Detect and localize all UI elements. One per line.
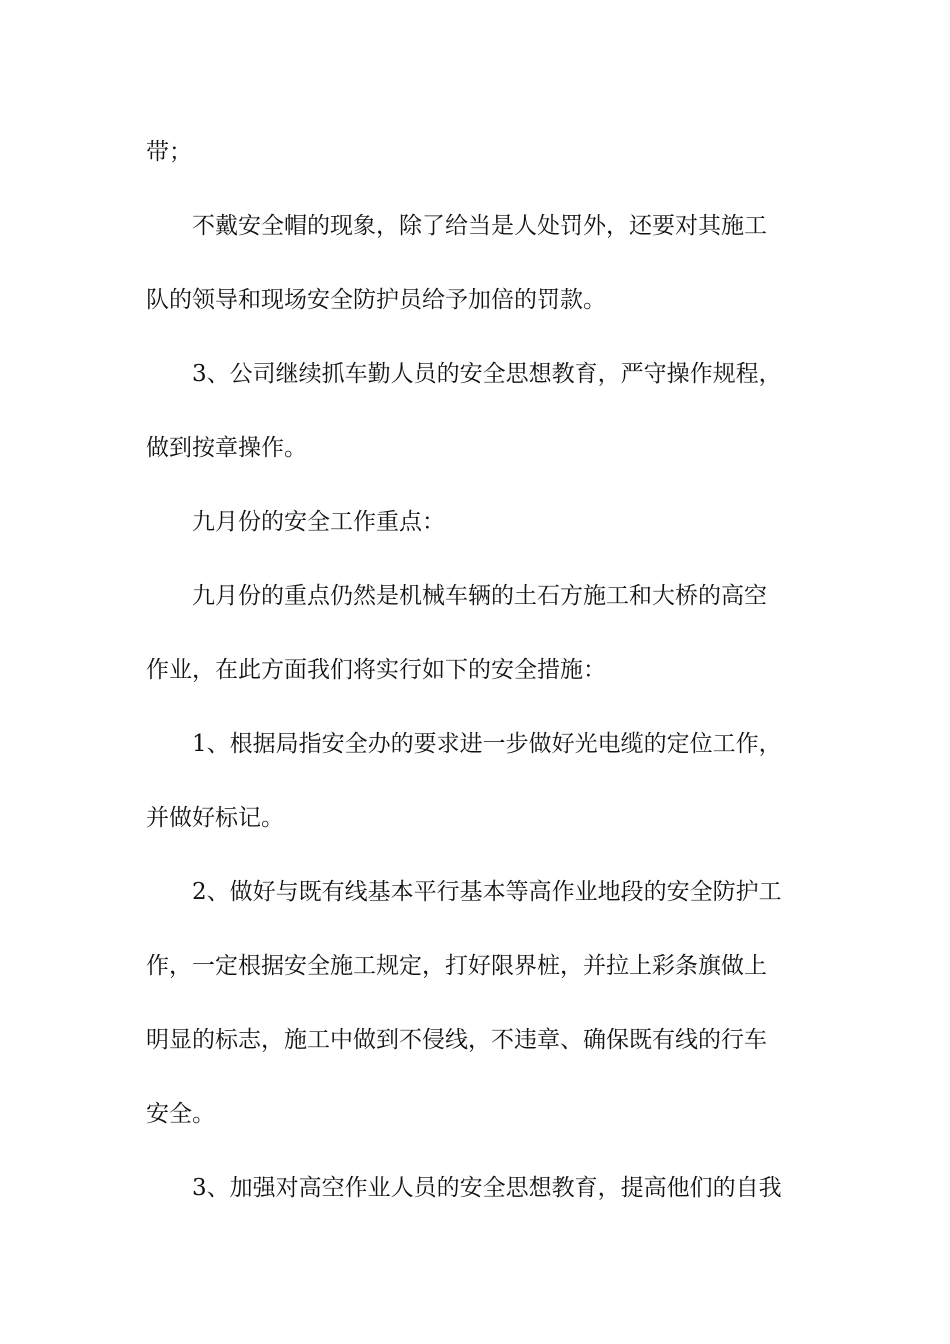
text-line: 做到按章操作。	[146, 435, 307, 461]
document-body	[146, 115, 806, 1225]
text-line: 带；	[146, 139, 192, 165]
text-line: 并做好标记。	[146, 805, 284, 831]
text-line: 作业，在此方面我们将实行如下的安全措施：	[146, 657, 606, 683]
text-line: 3、加强对高空作业人员的安全思想教育，提高他们的自我	[192, 1175, 782, 1201]
text-line: 安全。	[146, 1101, 215, 1127]
text-line: 队的领导和现场安全防护员给予加倍的罚款。	[146, 287, 606, 313]
section-heading: 九月份的安全工作重点：	[192, 509, 445, 535]
text-line: 2、做好与既有线基本平行基本等高作业地段的安全防护工	[192, 879, 782, 905]
text-line: 明显的标志，施工中做到不侵线，不违章、确保既有线的行车	[146, 1027, 767, 1053]
text-line: 作，一定根据安全施工规定，打好限界桩，并拉上彩条旗做上	[146, 953, 767, 979]
text-line: 1、根据局指安全办的要求进一步做好光电缆的定位工作，	[192, 731, 782, 757]
text-line: 不戴安全帽的现象，除了给当是人处罚外，还要对其施工	[192, 213, 767, 239]
text-line: 九月份的重点仍然是机械车辆的土石方施工和大桥的高空	[192, 583, 767, 609]
text-line: 3、公司继续抓车勤人员的安全思想教育，严守操作规程，	[192, 361, 782, 387]
